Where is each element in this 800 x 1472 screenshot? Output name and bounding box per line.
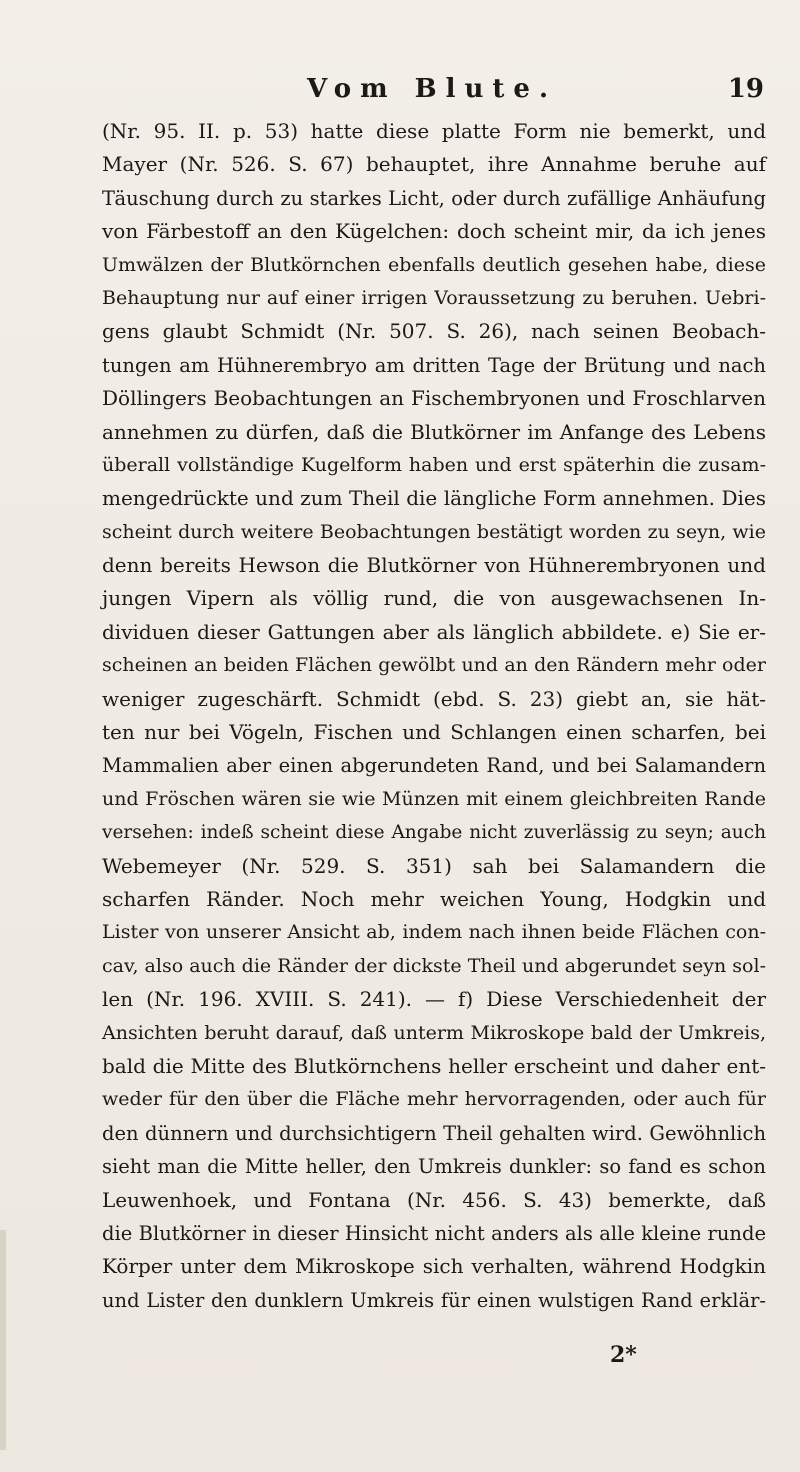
- text-line: mengedrückte und zum Theil die längliche Form annehmen. Dies: [102, 486, 766, 511]
- text-line: versehen: indeß scheint diese Angabe nicht zuverlässig zu seyn; auch: [102, 822, 766, 844]
- text-line: scheint durch weitere Beobachtungen bestätigt worden zu seyn, wie: [102, 520, 766, 543]
- text-line: überall vollständige Kugelform haben und erst späterhin die zusam-: [102, 453, 766, 476]
- text-line: Behauptung nur auf einer irrigen Voraussetzung zu beruhen. Uebri-: [102, 286, 766, 309]
- text-line: Ansichten beruht darauf, daß unterm Mikroskope bald der Umkreis,: [102, 1021, 766, 1044]
- text-line: Leuwenhoek, und Fontana (Nr. 456. S. 43) bemerkte, daß: [102, 1187, 766, 1212]
- text-line: Mammalien aber einen abgerundeten Rand, und bei Salamandern: [102, 754, 766, 778]
- body-text: [102, 115, 766, 1317]
- text-line: Umwälzen der Blutkörnchen ebenfalls deutlich gesehen habe, diese: [102, 253, 766, 276]
- text-line: von Färbestoff an den Kügelchen: doch scheint mir, da ich jenes: [102, 219, 766, 244]
- text-line: den dünnern und durchsichtigern Theil gehalten wird. Gewöhnlich: [102, 1121, 766, 1145]
- text-line: Täuschung durch zu starkes Licht, oder durch zufällige Anhäufung: [102, 186, 766, 210]
- text-line: weniger zugeschärft. Schmidt (ebd. S. 23) giebt an, sie hät-: [102, 686, 766, 711]
- signature-mark: 2*: [610, 1342, 637, 1368]
- text-line: bald die Mitte des Blutkörnchens heller erscheint und daher ent-: [102, 1053, 766, 1078]
- text-line: ten nur bei Vögeln, Fischen und Schlangen einen scharfen, bei: [102, 720, 766, 745]
- text-line: len (Nr. 196. XVIII. S. 241). — f) Diese Verschiedenheit der: [102, 987, 766, 1012]
- text-line: Körper unter dem Mikroskope sich verhalten, während Hodgkin: [102, 1254, 766, 1279]
- page-header: [100, 72, 764, 106]
- text-line: Mayer (Nr. 526. S. 67) behauptet, ihre Annahme beruhe auf: [102, 152, 766, 177]
- text-line: Lister von unserer Ansicht ab, indem nach ihnen beide Flächen con-: [102, 921, 766, 944]
- text-line: jungen Vipern als völlig rund, die von ausgewachsenen In-: [102, 586, 766, 611]
- text-line: dividuen dieser Gattungen aber als länglich abbildete. e) Sie er-: [102, 619, 766, 644]
- text-line: annehmen zu dürfen, daß die Blutkörner im Anfange des Lebens: [102, 419, 766, 444]
- text-line: scheinen an beiden Flächen gewölbt und an den Rändern mehr oder: [102, 654, 766, 677]
- text-line: sieht man die Mitte heller, den Umkreis dunkler: so fand es schon: [102, 1155, 766, 1179]
- text-line: cav, also auch die Ränder der dickste Theil und abgerundet seyn sol-: [102, 954, 766, 977]
- page-edge-shadow: [0, 1230, 6, 1450]
- text-line: und Lister den dunklern Umkreis für einen wulstigen Rand erklär-: [102, 1288, 766, 1312]
- text-line: weder für den über die Fläche mehr hervorragenden, oder auch für: [102, 1088, 766, 1111]
- text-line: die Blutkörner in dieser Hinsicht nicht anders als alle kleine runde: [102, 1221, 766, 1245]
- text-line: und Fröschen wären sie wie Münzen mit einem gleichbreiten Rande: [102, 787, 766, 810]
- text-line: Webemeyer (Nr. 529. S. 351) sah bei Salamandern die: [102, 853, 766, 878]
- text-line: scharfen Ränder. Noch mehr weichen Young, Hodgkin und: [102, 886, 766, 911]
- text-line: (Nr. 95. II. p. 53) hatte diese platte Form nie bemerkt, und: [102, 119, 766, 143]
- page-number: 19: [727, 74, 764, 104]
- text-line: tungen am Hühnerembryo am dritten Tage der Brütung und nach: [102, 353, 766, 377]
- text-line: Döllingers Beobachtungen an Fischembryonen und Froschlarven: [102, 386, 766, 411]
- running-title: Vom Blute.: [306, 74, 558, 104]
- text-line: denn bereits Hewson die Blutkörner von Hühnerembryonen und: [102, 553, 766, 578]
- text-line: gens glaubt Schmidt (Nr. 507. S. 26), nach seinen Beobach-: [102, 319, 766, 344]
